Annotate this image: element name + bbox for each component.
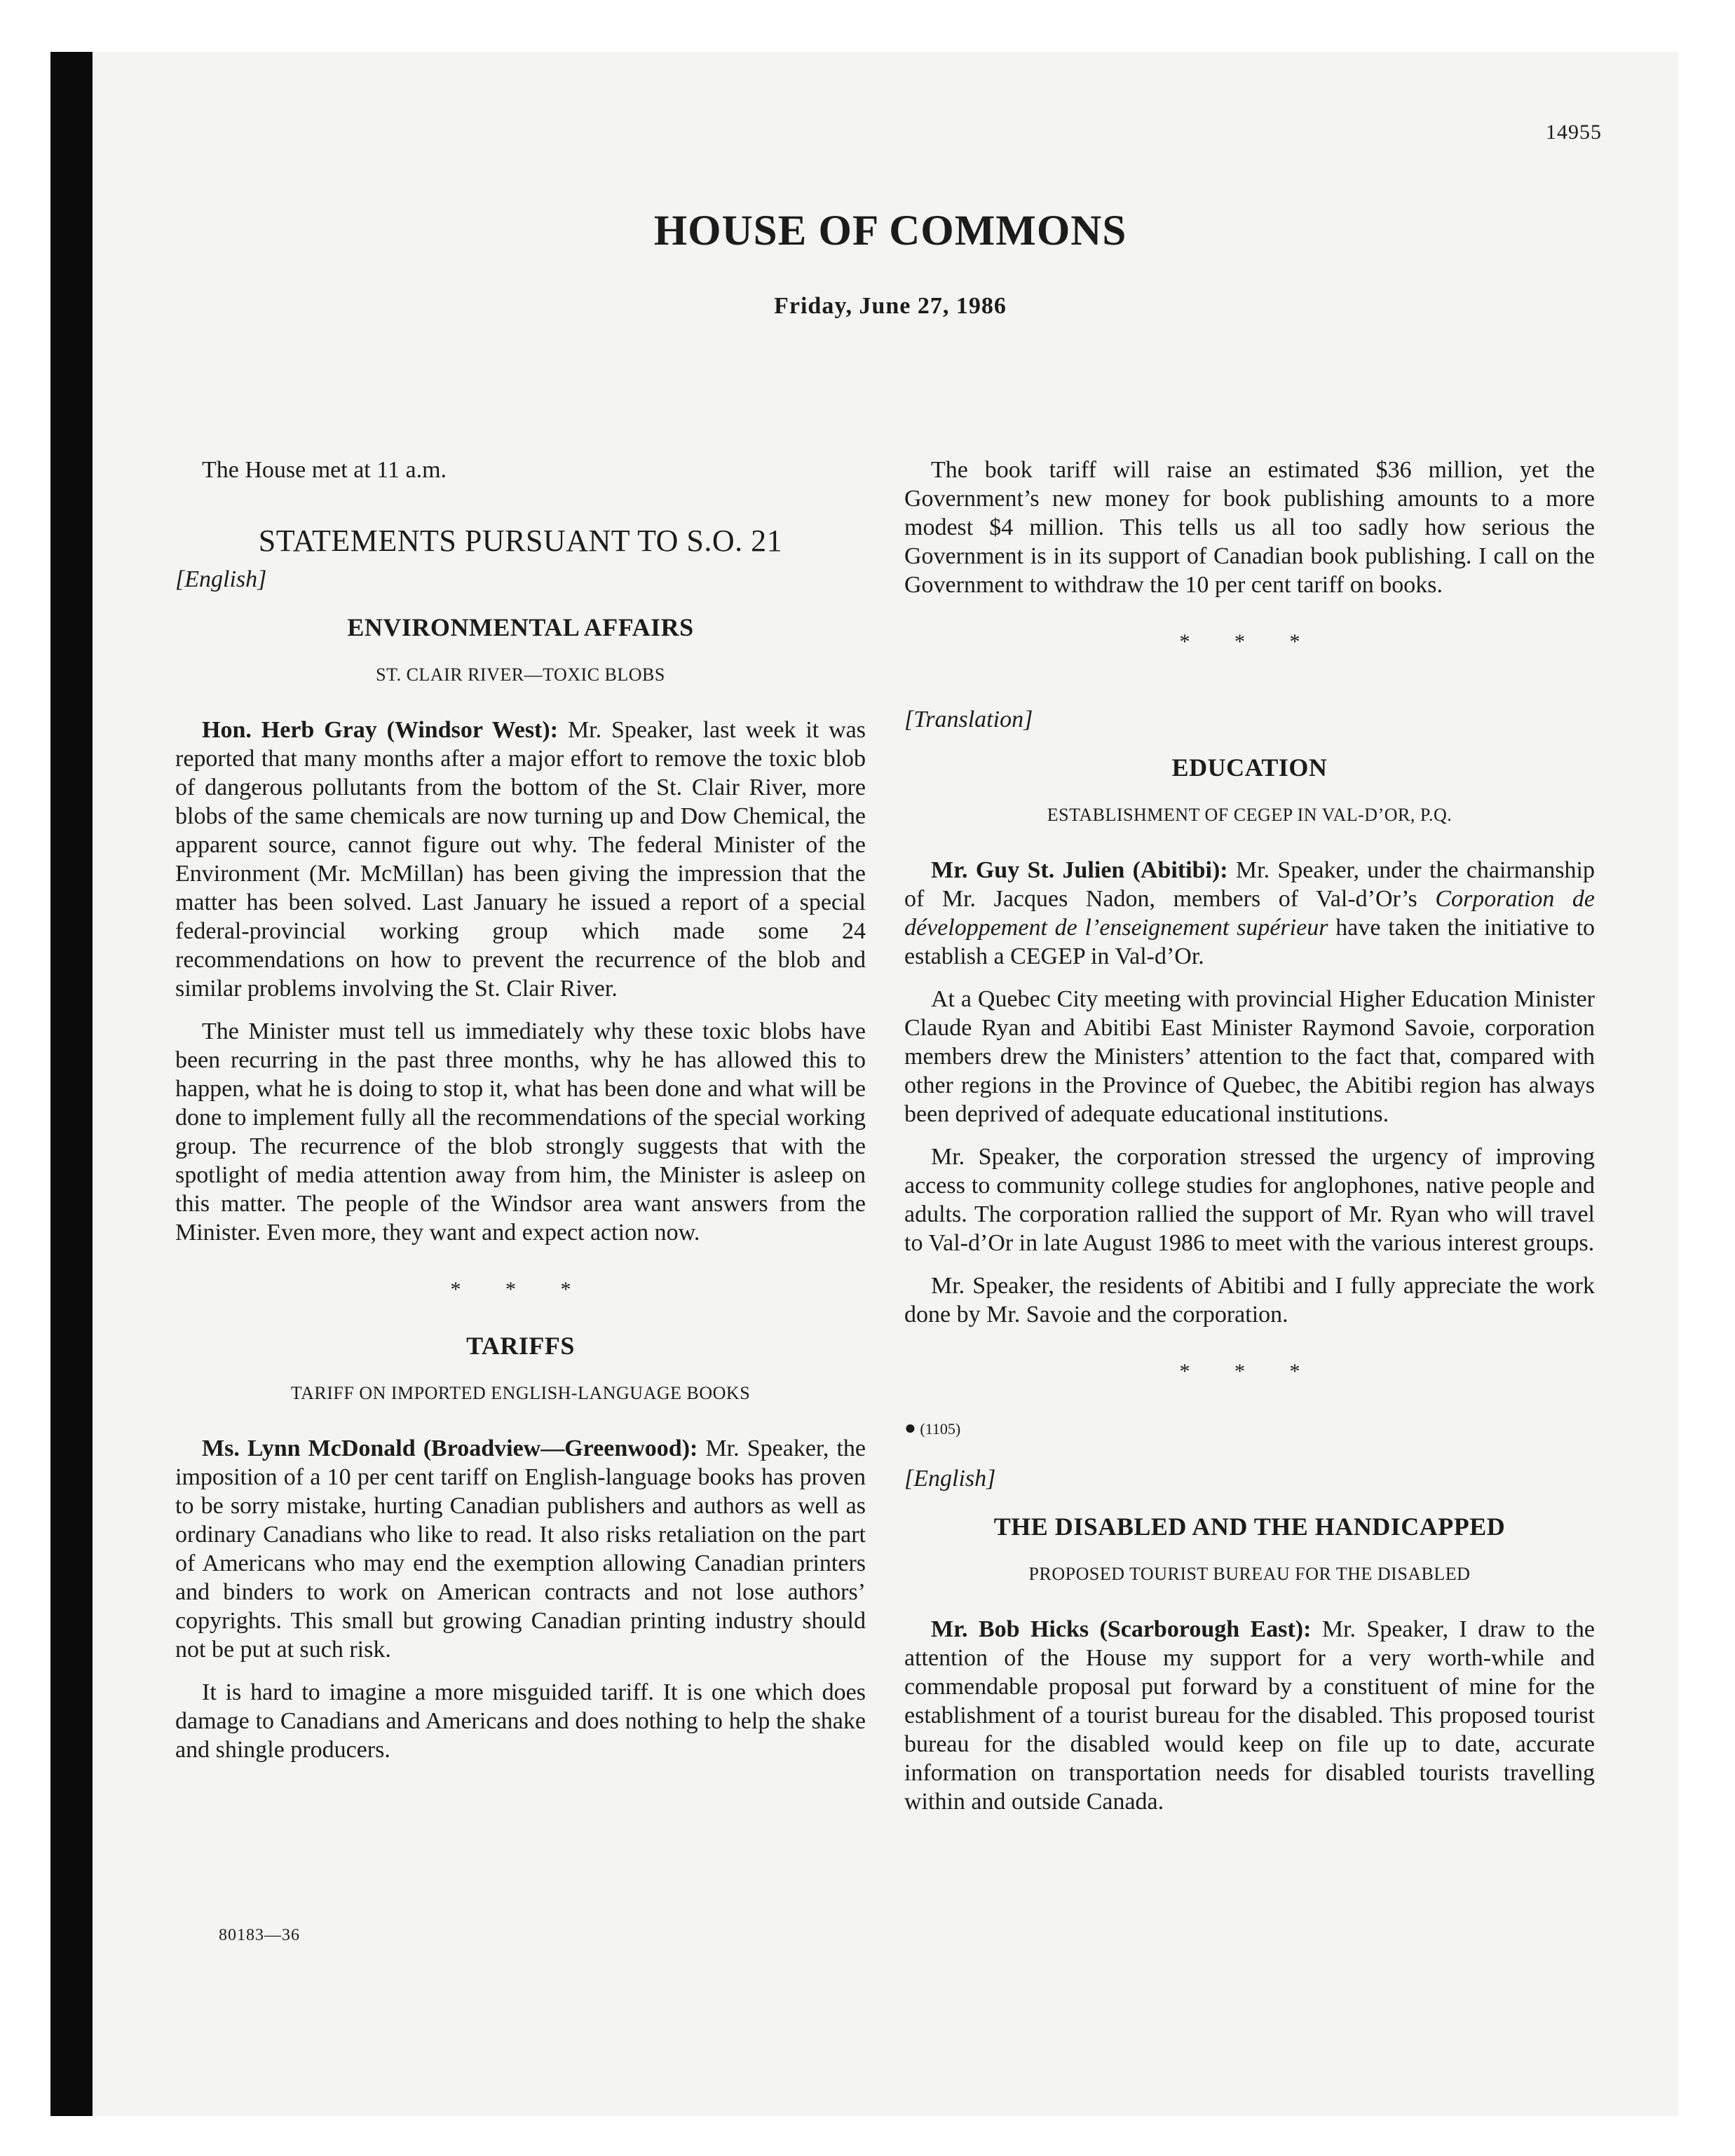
document-title: HOUSE OF COMMONS — [653, 207, 1127, 254]
section-separator: * * * — [1179, 630, 1320, 653]
sitting-date: Friday, June 27, 1986 — [774, 293, 1007, 319]
organization-name: Corporation de développement de l’enseignement supérieur — [904, 886, 1595, 941]
speaker-name: Ms. Lynn McDonald (Broadview—Greenwood): — [202, 1435, 698, 1461]
topic-heading-disabled: THE DISABLED AND THE HANDICAPPED — [993, 1513, 1506, 1541]
speech-paragraph: At a Quebec City meeting with provincial Higher Education Minister Claude Ryan and Abitibi East Minister Raymond Savoie, corporation members drew the Ministers’ attention to the fact that, compared with other regions in the Province of Quebec, the Abitibi region has always been deprived of adequate educational institutions. — [904, 986, 1595, 1127]
section-separator: * * * — [1179, 1360, 1320, 1383]
subtopic-heading-toxic-blobs: ST. CLAIR RIVER—TOXIC BLOBS — [376, 664, 665, 685]
speech-paragraph — [904, 1615, 1595, 1816]
opening-line: The House met at 11 a.m. — [202, 457, 447, 483]
time-marker-text: (1105) — [920, 1420, 961, 1438]
speech-text: Mr. Speaker, under the chairmanship of Mr. Jacques Nadon, members of Val-d’Or’s — [904, 857, 1595, 912]
speech-text: have taken the initiative to establish a CEGEP in Val-d’Or. — [904, 915, 1595, 969]
speech-paragraph: The book tariff will raise an estimated $36 million, yet the Government’s new money for book publishing amounts to a more modest $4 million. This tells us all too sadly how serious the Government is in its support of Canadian book publishing. I call on the Government to withdraw the 10 per cent tariff on books. — [904, 457, 1595, 598]
subtopic-heading-cegep: ESTABLISHMENT OF CEGEP IN VAL-D’OR, P.Q. — [1047, 805, 1452, 825]
speech-paragraph: Mr. Speaker, the residents of Abitibi and I fully appreciate the work done by Mr. Savoie and the corporation. — [904, 1273, 1595, 1328]
section-heading: STATEMENTS PURSUANT TO S.O. 21 — [258, 524, 783, 558]
speech-text: Mr. Speaker, I draw to the attention of the House my support for a very worth-while and commendable proposal put forward by a constituent of mine for the establishment of a tourist bureau for the disabled. This proposed tourist bureau for the disabled would keep on file up to date, accurate information on transportation needs for disabled tourists travelling within and outside Canada. — [904, 1616, 1595, 1815]
left-column — [175, 456, 866, 1778]
speech-paragraph — [904, 856, 1595, 971]
language-marker: [English] — [175, 566, 267, 592]
bullet-icon: ● — [904, 1417, 916, 1439]
speaker-name: Mr. Bob Hicks (Scarborough East): — [931, 1616, 1312, 1642]
speech-paragraph — [175, 716, 866, 1003]
topic-heading-environmental: ENVIRONMENTAL AFFAIRS — [347, 613, 694, 641]
topic-heading-education: EDUCATION — [1171, 753, 1328, 782]
speech-paragraph: The Minister must tell us immediately why these toxic blobs have been recurring in the past three months, why he has allowed this to happen, what he is doing to stop it, what has been done and what will be done to implement fully all the recommendations of the special working group. The recurrence of the blob strongly suggests that with the spotlight of media attention away from him, the Minister is asleep on this matter. The people of the Windsor area want answers from the Minister. Even more, they want and expect action now. — [175, 1018, 866, 1246]
page-number: 14955 — [1546, 121, 1602, 144]
section-separator: * * * — [450, 1278, 591, 1301]
topic-heading-tariffs: TARIFFS — [466, 1332, 575, 1360]
speech-paragraph — [175, 1434, 866, 1664]
scan-edge-bar — [50, 52, 93, 2116]
speech-text: Mr. Speaker, the imposition of a 10 per cent tariff on English-language books has proven to be sorry mistake, hurting Canadian publishers and authors as well as ordinary Canadians who like to read. It also risks retaliation on the part of Americans who may end the exemption allowing Canadian printers and binders to work on American contracts and not lose authors’ copyrights. This small but growing Canadian printing industry should not be put at such risk. — [175, 1435, 866, 1663]
language-marker: [English] — [904, 1466, 996, 1492]
subtopic-heading-tourist-bureau: PROPOSED TOURIST BUREAU FOR THE DISABLED — [1028, 1564, 1471, 1584]
speaker-name: Hon. Herb Gray (Windsor West): — [202, 717, 559, 743]
speech-paragraph: It is hard to imagine a more misguided tariff. It is one which does damage to Canadians and Americans and does nothing to help the shake and shingle producers. — [175, 1679, 866, 1763]
footer-code: 80183—36 — [219, 1926, 300, 1944]
speaker-name: Mr. Guy St. Julien (Abitibi): — [931, 857, 1228, 883]
speech-paragraph: Mr. Speaker, the corporation stressed the urgency of improving access to community college studies for anglophones, native people and adults. The corporation rallied the support of Mr. Ryan who will travel to Val-d’Or in late August 1986 to meet with the various interest groups. — [904, 1144, 1595, 1256]
language-marker: [Translation] — [904, 707, 1033, 732]
right-column — [904, 456, 1595, 1830]
time-marker — [904, 1414, 1595, 1443]
subtopic-heading-book-tariff: TARIFF ON IMPORTED ENGLISH-LANGUAGE BOOKS — [290, 1383, 751, 1403]
speech-text: Mr. Speaker, last week it was reported that many months after a major effort to remove the toxic blob of dangerous pollutants from the bottom of the St. Clair River, more blobs of the same chemicals are now turning up and Dow Chemical, the apparent source, cannot figure out why. The federal Minister of the Environment (Mr. McMillan) has been giving the impression that the matter has been solved. Last January he issued a report of a special federal-provincial working group which made some 24 recommendations on how to prevent the recurrence of the blob and similar problems involving the St. Clair River. — [175, 717, 866, 1002]
